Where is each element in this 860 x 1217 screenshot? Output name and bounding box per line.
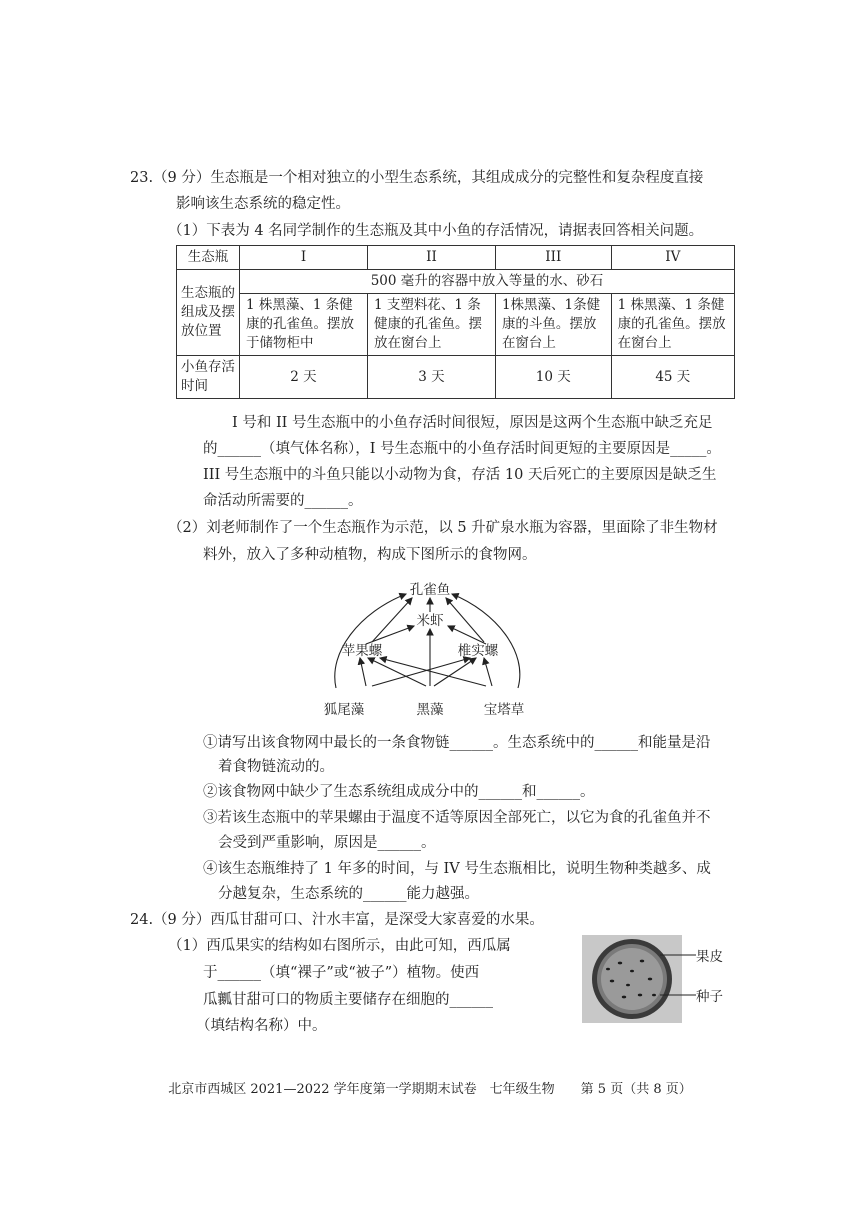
table-cell: 1株黑藻、1条健康的斗鱼。摆放在窗台上 — [495, 294, 611, 356]
q23-part2-line1: （2）刘老师制作了一个生态瓶作为示范，以 5 升矿泉水瓶为容器，里面除了非生物材 — [168, 520, 718, 536]
table-header-cell: I — [240, 246, 368, 270]
food-web-node-top: 孔雀鱼 — [409, 582, 451, 598]
table-cell: 1 支塑料花、1 条健康的孔雀鱼。摆放在窗台上 — [367, 294, 495, 356]
q24-part1-line4: （填结构名称）中。 — [196, 1018, 327, 1034]
table-cell: 2 天 — [240, 356, 368, 399]
q23-sub2: ②该食物网中缺少了生态系统组成成分中的______和______。 — [203, 784, 595, 800]
food-web-diagram — [320, 582, 540, 722]
q23-sub4-line1: ④该生态瓶维持了 1 年多的时间，与 IV 号生态瓶相比，说明生物种类越多、成 — [203, 861, 711, 877]
table-cell: 10 天 — [495, 356, 611, 399]
label-seed: 种子 — [696, 989, 723, 1005]
q24-part1-line1: （1）西瓜果实的结构如右图所示，由此可知，西瓜属 — [168, 938, 511, 954]
table-cell: 45 天 — [611, 356, 734, 399]
q23-intro-line2: 影响该生态系统的稳定性。 — [176, 196, 350, 212]
food-web-node-plant1: 狐尾藻 — [323, 702, 365, 718]
q23-part1-q-line4: 命活动所需要的______。 — [203, 493, 363, 509]
q23-sub4-line2: 分越复杂，生态系统的______能力越强。 — [218, 886, 479, 902]
q23-sub3-line2: 会受到严重影响，原因是______。 — [218, 835, 436, 851]
label-peel: 果皮 — [696, 949, 723, 965]
q24-part1-line2: 于______（填“裸子”或“被子”）植物。使西 — [203, 965, 480, 981]
table-header-cell: IV — [611, 246, 734, 270]
q23-sub1-line2: 着食物链流动的。 — [218, 759, 334, 775]
q23-part1-q-line1: I 号和 II 号生态瓶中的小鱼存活时间很短，原因是这两个生态瓶中缺乏充足 — [232, 415, 713, 431]
table-cell: 3 天 — [367, 356, 495, 399]
watermelon-leader-lines — [660, 945, 700, 1005]
table-merged-cell: 500 毫升的容器中放入等量的水、砂石 — [240, 270, 735, 294]
q23-part2-line2: 料外，放入了多种动植物，构成下图所示的食物网。 — [203, 547, 537, 563]
food-web-node-snail-right: 椎实螺 — [457, 643, 499, 659]
q23-part1-q-line2: 的______（填气体名称），I 号生态瓶中的小鱼存活时间更短的主要原因是_____。 — [203, 441, 721, 457]
q23-sub3-line1: ③若该生态瓶中的苹果螺由于温度不适等原因全部死亡，以它为食的孔雀鱼并不 — [203, 810, 711, 826]
table-row-label: 小鱼存活时间 — [177, 356, 240, 399]
q24-intro: 24.（9 分）西瓜甘甜可口、汁水丰富，是深受大家喜爱的水果。 — [130, 912, 544, 928]
ecobottle-table — [176, 245, 735, 399]
food-web-node-plant2: 黑藻 — [416, 702, 444, 718]
page-footer: 北京市西城区 2021—2022 学年度第一学期期末试卷 七年级生物 第 5 页（共 8 页） — [168, 1082, 692, 1097]
q23-part1-q-line3: III 号生态瓶中的斗鱼只能以小动物为食，存活 10 天后死亡的主要原因是缺乏生 — [203, 467, 717, 483]
food-web-node-shrimp: 米虾 — [416, 613, 444, 629]
food-web-node-snail-left: 苹果螺 — [341, 643, 383, 659]
table-header-cell: III — [495, 246, 611, 270]
food-web-node-plant3: 宝塔草 — [483, 702, 525, 718]
table-header-cell: 生态瓶 — [177, 246, 240, 270]
table-cell: 1 株黑藻、1 条健康的孔雀鱼。摆放在窗台上 — [611, 294, 734, 356]
table-row-label: 生态瓶的组成及摆放位置 — [177, 270, 240, 356]
table-header-cell: II — [367, 246, 495, 270]
q23-intro-line1: 23.（9 分）生态瓶是一个相对独立的小型生态系统，其组成成分的完整性和复杂程度直接 — [130, 170, 704, 186]
q23-sub1-line1: ①请写出该食物网中最长的一条食物链______。生态系统中的______和能量是沿 — [203, 735, 711, 751]
q24-part1-line3: 瓜瓤甘甜可口的物质主要储存在细胞的______ — [203, 992, 493, 1008]
q23-part1-intro: （1）下表为 4 名同学制作的生态瓶及其中小鱼的存活情况，请据表回答相关问题。 — [168, 223, 704, 239]
table-cell: 1 株黑藻、1 条健康的孔雀鱼。摆放于储物柜中 — [240, 294, 368, 356]
